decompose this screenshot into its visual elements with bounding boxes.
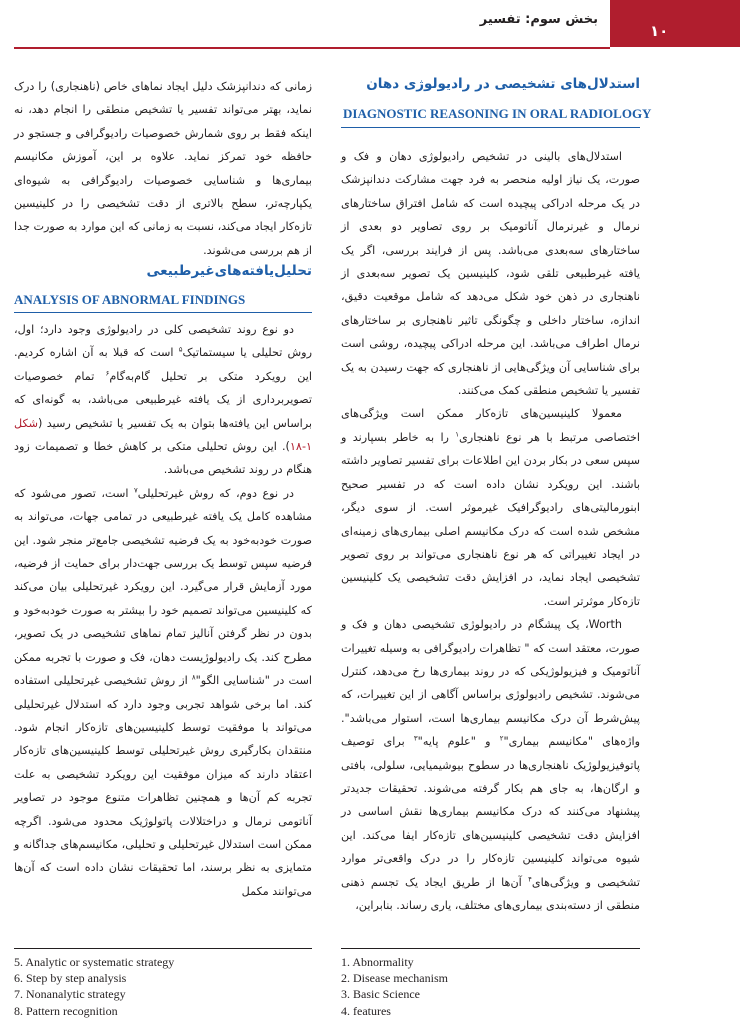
left-column-bottom [14, 318, 312, 903]
footnote: 4. features [341, 1003, 391, 1018]
footnote: 3. Basic Science [341, 987, 420, 1002]
text: ). این روش تحلیلی متکی بر کاهش خطا و تصمیمات زود هنگام در روند تشخیص می‌باشد. [14, 440, 312, 477]
text: معمولا کلینیسین‌های تازه‌کار ممکن است ویژگی‌های اختصاصی مرتبط با هر نوع ناهنجاری [341, 407, 640, 444]
footnote-mark: ۸ [191, 673, 196, 682]
footnote: 1. Abnormality [341, 955, 414, 969]
paragraph [14, 318, 312, 482]
footnote: 2. Disease mechanism [341, 971, 448, 986]
text: آن‌ها از طریق ایجاد یک تجسم ذهنی منطقی از دسته‌بندی بیماری‌های مختلف، یاری رساند. بنابراین، [341, 875, 640, 912]
text: Worth، یک پیشگام در رادیولوژی تشخیصی دهان و فک و صورت، معتقد است که " تظاهرات رادیوگرافی به وسیله تغییرات آناتومیک و فیزیولوژیکی که در روند بیماری‌ها رخ می‌دهد، کنترل می‌شوند. تشخیص رادیولوژی براساس آگاهی از این تغییرات، که پیش‌شرط آن درک مکانیسم بیماری‌ها است، استوار می‌باشد". واژه‌های "مکانیسم بیماری" [341, 618, 640, 749]
footnote: 7. Nonanalytic strategy [14, 987, 126, 1002]
text: است، تصور می‌شود که مشاهده کامل یک یافته غیرطبیعی در تمامی جهات، می‌تواند به صورت خود‌به‌خود به یک فرضیه تشخیصی جامع‌تر منجر شود. این فرضیه سپس توسط یک بررسی جهت‌دار برای حمایت از فرضیه، مورد آزمایش قرار می‌گیرد. این رویکرد غیرتحلیلی بیان می‌کند که کلینیسین می‌تواند تصمیم خود را بیشتر به صورت خودبه‌خود و بدون در نظر گرفتن آنالیز تمام نماهای تشخیصی در یک تصویر، مطرح کند. یک رادیولوژیست دهان، فک و صورت با تجربه ممکن است در "شناسایی الگو" [14, 486, 312, 688]
text: تمام خصوصیات تصویربرداری از یک یافته غیرطبیعی می‌باشد، به گونه‌ای که براساس این یافته‌ها بتوان به یک تفسیر یا تشخیص رسید ( [14, 369, 312, 430]
footnote-mark: ۵ [178, 345, 183, 354]
section-title-fa: استدلال‌های تشخیصی در رادیولوژی دهان [366, 76, 640, 92]
text: دو نوع روند تشخیصی کلی در رادیولوژی وجود دارد؛ اول، روش تحلیلی یا سیستماتیک [14, 323, 312, 360]
left-column-top [14, 75, 312, 262]
section-title-en: ANALYSIS OF ABNORMAL FINDINGS [14, 292, 246, 307]
paragraph [341, 613, 640, 917]
chapter-title: بخش سوم: تفسیر [479, 12, 598, 27]
paragraph [341, 402, 640, 613]
text: از روش تشخیصی غیرتحلیلی استفاده کند. اما برخی شواهد تجربی وجود دارد که استدلال غیرتحلیلی می‌تواند با موفقیت توسط کلینیسین‌های تازه‌کار انجام شود. منتقدان بکارگیری روش غیرتحلیلی توسط کلینیسین‌های تازه‌کار اعتقاد دارند که میزان موفقیت این رویکرد تشخیصی به علت تجربه کم آن‌ها و همچنین تظاهرات متنوع موجود در تصاویر آناتومی نرمال و دراختلالات پاتولوژیک محدود می‌شود. اگرچه ممکن است استدلال غیرتحلیلی و تحلیلی، مکانیسم‌های جداگانه و متمایزی به نظر برسند، اما تحقیقات نشان داده است که آن‌ها می‌توانند مکمل [14, 674, 312, 898]
footnote: 8. Pattern recognition [14, 1003, 118, 1018]
footnote-mark: ۲ [499, 734, 504, 743]
figure-reference[interactable]: شکل ۱-۱۸ [14, 416, 312, 454]
footnote-mark: ۳ [413, 734, 418, 743]
text: برای توصیف پاتوفیزیولوژیک ناهنجاری‌ها در سطوح بیوشیمیایی، سلولی، بافتی و ارگان‌ها، به جای هم بکار گرفته می‌شوند. تحقیقات جدیدتر پیشنهاد می‌کنند که درک مکانیسم بیماری‌ها نقش اساسی در افزایش دقت تشخیصی کلینیسین‌های تازه‌کار ایفا می‌کند. این شیوه می‌تواند کلینیسین تازه‌کار را در درک واقعی‌تر موارد تشخیصی و ویژگی‌های [341, 735, 640, 889]
footnote-rule [341, 948, 640, 949]
section-rule [341, 127, 640, 128]
footnotes-left [14, 954, 174, 1019]
text: زمانی که دندانپزشک دلیل ایجاد نماهای خاص (ناهنجاری) را درک نماید، بهتر می‌تواند تفسیر یا تشخیص منطقی را انجام دهد، نه اینکه فقط بر روی شمارش خصوصیات رادیوگرافی و جستجو در حافظه خود تمرکز نماید. علاوه بر این، آموزش مکانیسم بیماری‌ها و شناسایی خصوصیات رادیوگرافی به شیوه‌ای یکپارچه‌تر، سطح بالاتری از دقت تشخیصی را در کلینیسین تازه‌کار ایجاد می‌کند، نسبت به زمانی که این موارد به صورت جدا از هم بررسی می‌شوند. [14, 80, 312, 257]
footnote: 6. Step by step analysis [14, 971, 127, 986]
section-title-en: DIAGNOSTIC REASONING IN ORAL RADIOLOGY [343, 106, 652, 121]
footnotes-right [341, 954, 448, 1019]
text: استدلال‌های بالینی در تشخیص رادیولوژی دهان و فک و صورت، یک نیاز اولیه منحصر به فرد جهت مشارکت دندانپزشک در یک مرحله ادراکی پیچیده است که شامل افتراق ساختارهای نرمال و غیرنرمال آناتومیک بر روی تصاویر دو بعدی از ساختارهای سه‌بعدی می‌باشد. پس از فرایند بررسی، اگر یک یافته غیرطبیعی تلقی شود، کلینیسین یک تصویر سه‌بعدی از ناهنجاری در ذهن خود شکل می‌دهد که شامل موقعیت دقیق، اندازه، ساختار داخلی و چگونگی تاثیر ناهنجاری بر ساختارهای نرمال اطراف می‌باشد. این مرحله ادراکی پیچیده، روشی است برای شناسایی آن ویژگی‌هایی از ناهنجاری که جهت رسیدن به یک تفسیر یا تشخیص منطقی کمک می‌کنند. [341, 150, 640, 398]
text: و "علوم پایه" [417, 735, 500, 749]
footnote-mark: ۷ [134, 486, 138, 495]
text: در نوع دوم، که روش غیرتحلیلی [137, 486, 294, 500]
footnote-mark: ۶ [105, 369, 110, 378]
paragraph [14, 75, 312, 262]
text: است که قبلا به آن اشاره کردیم. این رویکرد متکی بر تحلیل گام‌به‌گام [14, 346, 312, 383]
page-number: ۱۰ [650, 22, 669, 40]
section-rule [14, 312, 312, 313]
header-rule [14, 47, 610, 49]
footnote: 5. Analytic or systematic strategy [14, 955, 175, 969]
section-title-fa: تحلیل‌یافته‌های‌غیرطبیعی [146, 263, 312, 279]
footnote-mark: ۱ [455, 430, 460, 439]
footnote-mark: ۴ [528, 874, 532, 883]
paragraph [341, 145, 640, 402]
right-column [341, 145, 640, 917]
footnote-rule [14, 948, 312, 949]
paragraph [14, 482, 312, 903]
text: را به خاطر بسپارند و سپس سعی در بکار بردن این اطلاعات برای تفسیر تصاویر داشته باشند. این رویکرد نشان داده است که در تفسیر صحیح ابنورمالیتی‌های رادیوگرافیک غیرموثر است. از سوی دیگر، مشخص شده است که درک مکانیسم اصلی بیماری‌های زمینه‌ای در ایجاد تغییراتی که هر نوع ناهنجاری می‌تواند بر روی تصویر تشخیصی ایجاد نماید، در افزایش دقت تشخیصی یک کلینیسین تازه‌کار موثرتر است. [341, 430, 640, 608]
